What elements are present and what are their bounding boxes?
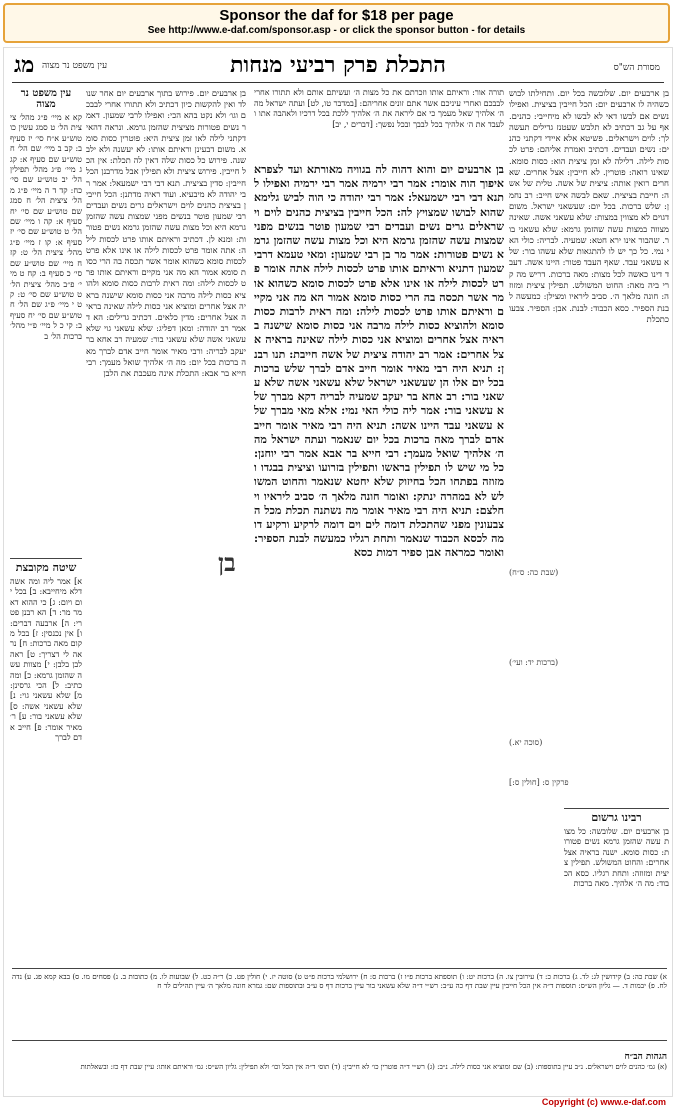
sponsor-title[interactable]: Sponsor the daf for $18 per page — [219, 7, 454, 24]
masoret-hashas-header: מסורת הש"ס — [613, 63, 660, 73]
ein-mishpat-column — [10, 88, 82, 558]
rashi-text: בן ארבעים יום. שלובשה בכל יום. ותחילתו לבוש כשהיה לו ארבעים יום: הכל חייבין בציצית. ואפילו נשים אם לבשו דאי לא לבשו לא מיחייבי: כהנים. אף על גב דכתיב לא תלבש שעטנז גדילים תעשה לך: לוים וישראלים. פשיטא אלא איידי דקתני כהנים: נשים ועבדים. דכתיב ואמרת אליהם: פרט לכסות לילה. דלילה לא זמן ציצית הוא: כסות סומא. שאינו רואה: פוטרין. לא חייבין: אצל אחרים. שאחרים רואין אותה: ציצית של אשה. טלית של אשה: חייבת בציצית. שאם לבשה איש חייב: רב נחמן: שלש ברכות. בכל יום: שעשאני ישראל. משום דגוים לא מצווין במצות: שלא עשאני אשה. שאינה מצווה במצות עשה שהזמן גרמא: שלא עשאני בור. שהבור אינו ירא חטא: שמעיה. לבריה: כולי האי נמי. כל כך יש לו להתגאות שלא עשהו בור: שלא עשאני עבד. שאף העבד פטור: היינו אשה. דעבד דינו כאשה לכל מצות: מאה ברכות. דריש מה קרי ביה מאה: החוט המשולש. תפילין ציצית ומזוזה: חונה מלאך ה׳. סביב ליראיו ומצילן: כמעשה לבנת הספיר. כסא הכבוד: לבנת. אבן: הספיר. צבעו כתכלת — [509, 88, 669, 324]
tosafot-text: בן ארבעים יום. פירוש בתוך ארבעים יום אחר שנולד ואין להקשות כיון דכתיב ולא תתורו אחרי לבבכם וגו׳ ולא נקט בהא הכי: ואפילו לרבי שמעון. דאמר נשים פטורות מציצית שהזמן גרמא. ונראה דהאי דקתני לילה לאו זמן ציצית היא: פוטרין כסות סומא. משום דבעינן וראיתם אותו: לא יעשנה ולא ילבשנה. פירוש כל כסות שלה דאין לה תכלת: אין הכל חייבין. פירוש ציצית ולא תפילין אבל מדרבנן הכל חייבין: סדין בציצית. תנא דבי רבי ישמעאל: אמר רבי יהודה לא מיבעיא. ועוד ראיה מדתנן: הכל חייבין בציצית כהנים לוים וישראלים גרים נשים ועבדים רבי שמעון פוטר בנשים מפני שמצות עשה שהזמן גרמא היא וכל מצות עשה שהזמן גרמא נשים פטורות: ומנא לן. דכתיב וראיתם אותו פרט לכסות לילה: אתה אומר פרט לכסות לילה או אינו אלא פרט לכסות סומא כשהוא אומר אשר תכסה בה הרי כסות סומא אמור הא מה אני מקיים וראיתם אותו פרט לכסות לילה: ומה ראית לרבות כסות סומא ולהוציא כסות לילה מרבה אני כסות סומא שישנה בראיה אצל אחרים ומוציא אני כסות לילה שאינה בראיה אצל אחרים: מדין כלאים. דכתיב גדילים: הא דאמר רב יהודה: ומאן דפליג: שלא עשאני גוי שלא עשאני אשה שלא עשאני בור: שמעיה רב אחא בר יעקב לבריה: ורבי מאיר אומר חייב אדם לברך מאה ברכות בכל יום: מה ה׳ אלהיך שואל מעמך: רבי חייא בר אבא: התכלת אינה מעכבת את הלבן — [86, 88, 246, 379]
gemara-main-text — [254, 163, 504, 963]
hagahot-area — [12, 1040, 667, 1094]
ein-mishpat-text: קא א מיי׳ פ״ג מהל׳ ציצית הל׳ ט סמג עשין כו טוש״ע א״ח סי׳ יז סעיף ב: קב ב מיי׳ שם הל׳ ח טוש״ע שם סעיף א: קג ג מיי׳ פ״ג מהל׳ תפילין הל׳ יב טוש״ע שם סי׳ כח: קד ד ה מיי׳ פ״ג מהל׳ ציצית הל׳ ח סמג שם טוש״ע שם סי׳ יח סעיף א: קה ו מיי׳ שם הל׳ ט טוש״ע שם סי׳ יז סעיף א: קו ז מיי׳ פ״ג מהל׳ ציצית הל׳ ט: קז ח מיי׳ שם טוש״ע שם סי׳ כ סעיף ב: קח ט מיי׳ פ״ב מהל׳ ציצית הל׳ ט טוש״ע שם סי׳ ט: קט י מיי׳ פ״ג שם הל׳ ח טוש״ע שם סי׳ יח סעיף ב: קי כ ל מיי׳ פ״י מהל׳ ברכות הל׳ ב — [10, 113, 82, 341]
margin-reference-3: פרקין ס: [חולין ס:] — [509, 778, 569, 787]
sponsor-banner[interactable] — [3, 3, 670, 43]
rabbeinu-gershom-text: בן ארבעים יום. שלובשה: כל מצות עשה שהזמן גרמא נשים פטורות: כסות סומא. ישנה בראיה אצל אחרים: והחוט המשולש. תפילין ציצית ומזוזה: ותחת רגליו. כסא הכבוד: מה ה׳ אלהיך. מאה ברכות — [564, 827, 669, 889]
copyright-link[interactable]: Copyright (c) www.e-daf.com — [541, 1097, 666, 1107]
sponsor-subtitle[interactable]: See http://www.e-daf.com/sponsor.asp - or click the sponsor button - for details — [147, 25, 526, 36]
hagahot-text: (א) גמ׳ כהנים לוים וישראלים. נ״ב עיין בתוספות: (ב) שם ומוציא אני כסות לילה. נ״ב: (ג) רש״י ד״ה פוטרין כו׳ לא חייבין: (ד) תוס׳ ד״ה אין הכל וכו׳ ולא תפילין: גליון הש״ס: גמ׳ וראיתם אותו: עיין שבת דף כז: ובשאלתות — [80, 1063, 667, 1071]
header-divider — [12, 82, 664, 83]
section-opening-word: בן — [218, 548, 236, 577]
hagahot-label: הגהות הב״ח — [624, 1052, 667, 1062]
margin-reference-2: (סוכה יא.) — [509, 738, 543, 747]
margin-reference-1: (ברכות יד: ועי׳) — [509, 658, 559, 667]
footnotes-area — [12, 968, 667, 1040]
torah-or-box — [254, 88, 504, 160]
page-title: התכלת פרק רביעי מנחות — [230, 52, 446, 78]
margin-reference-4: (שבת כה: ס״ח) — [509, 568, 559, 577]
gemara-text: בן ארבעים יום והוא דהוה לה בגוויה מאורתא ועד לצפרא איפוך הוה אומר: אמר רבי ירמיה אמר רבי ירמיה ואפילו לתנא דבי רבי ישמעאל: אמר רבי יהודה כי הוה לביש גלימא שהוא לבושו שמצויץ לה: הכל חייבין בציצית כהנים לוים וישראלים גרים נשים ועבדים רבי שמעון פוטר בנשים מפני שמצות עשה שהזמן גרמא היא וכל מצות עשה שהזמן גרמא נשים פטורות: אמר מר בן רבי שמעון: ומאי טעמא דרבי שמעון דתניא וראיתם אותו פרט לכסות לילה אתה אומר פרט לכסות לילה או אינו אלא פרט לכסות סומא כשהוא אומר אשר תכסה בה הרי כסות סומא אמור הא מה אני מקיים וראיתם אותו פרט לכסות לילה: ומה ראית לרבות כסות סומא ולהוציא כסות לילה מרבה אני כסות סומא שישנה בראיה אצל אחרים ומוציא אני כסות לילה שאינה בראיה אצל אחרים: אמר רב יהודה ציצית של אשה חייבת: תנו רבנן: תניא היה רבי מאיר אומר חייב אדם לברך שלש ברכות בכל יום אלו הן שעשאני ישראל שלא עשאני אשה שלא עשאני בור: רב אחא בר יעקב שמעיה לבריה דקא מברך שלא עשאני בור: אמר ליה כולי האי נמי: אלא מאי מברך שלא עשאני עבד היינו אשה: תניא היה רבי מאיר אומר חייב אדם לברך מאה ברכות בכל יום שנאמר ועתה ישראל מה ה׳ אלהיך שואל מעמך: רבי חייא בר אבא אמר רבי יוחנן: כל מי שיש לו תפילין בראשו ותפילין בזרועו וציצית בבגדו ומזוזה בפתחו הכל בחיזוק שלא יחטא שנאמר והחוט המשולש לא במהרה ינתק: ואומר חונה מלאך ה׳ סביב ליראיו ויחלצם: תניא היה רבי מאיר אומר מה נשתנה תכלת מכל הצבעונין מפני שהתכלת דומה לים וים דומה לרקיע ורקיע דומה לכסא הכבוד שנאמר ותחת רגליו כמעשה לבנת הספיר: ואומר כמראה אבן ספיר דמות כסא — [254, 163, 504, 560]
page-header — [4, 52, 672, 80]
shita-mekubetzet-column — [10, 558, 82, 1031]
talmud-page — [3, 47, 673, 1097]
shita-label: שיטה מקובצת — [15, 561, 77, 574]
shita-text: א] אמר ליה ומה אשה דלא מיחייבא: ב] בכל יום ויום: ג] כי ההוא דאמר מר: ד] הא רבנן פטרי: ה] ארבעה דברים: ו] אין נכנסין: ז] בכל מקום מאה ברכות: ח] נראה לי דצריך: ט] ראה לבן בלבן: י] מצוות עשה שהזמן גרמא: כ] ומה כתיב: ל] הכי גרסינן: מ] שלא עשאני גוי: נ] שלא עשאני אשה: ס] שלא עשאני בור: ע] ר׳ מאיר אומר: פ] חייב אדם לברך — [10, 577, 82, 743]
folio-number: מג — [14, 52, 35, 78]
torah-or-text: תורה אור: וראיתם אותו וזכרתם את כל מצות ה׳ ועשיתם אותם ולא תתורו אחרי לבבכם ואחרי עיניכם אשר אתם זונים אחריהם: [במדבר טו, לט] ועתה ישראל מה ה׳ אלהיך שאל מעמך כי אם ליראה את ה׳ אלהיך ללכת בכל דרכיו ולאהבה אתו ולעבד את ה׳ אלהיך בכל לבבך ובכל נפשך: [דברים י, יב] — [254, 88, 504, 129]
footnotes-text: א) שבת כה: ב) קידושין לג: לד. ג) ברכות כ: ד) עירובין צו. ה) ברכות יט: ו) תוספתא ברכות פ״ו ז) ברכות ס: ח) ירושלמי ברכות פ״ט ט) סוטה יז. י) חולין פט. כ) ר״ה כט. ל) שבועות לו. מ) כתובות ב. נ) פסחים מו. ס) בבא קמא פג. ע) נדה לח. פ) יבמות ד. — גליון הש״ס: תוספות ד״ה אין הכל חייבין עיין שבת דף כה ע״ב: רש״י ד״ה שלא עשאני בור עיין ברכות דף ס ע״ב ובתוספות שם: גמרא חונה מלאך ה׳ עיין תהילים לד ח — [12, 972, 667, 991]
rabbeinu-gershom-label: רבינו גרשום — [591, 811, 642, 824]
ein-mishpat-label: עין משפט נר מצוה — [20, 88, 72, 110]
ein-mishpat-header: עין משפט נר מצוה — [42, 61, 108, 71]
